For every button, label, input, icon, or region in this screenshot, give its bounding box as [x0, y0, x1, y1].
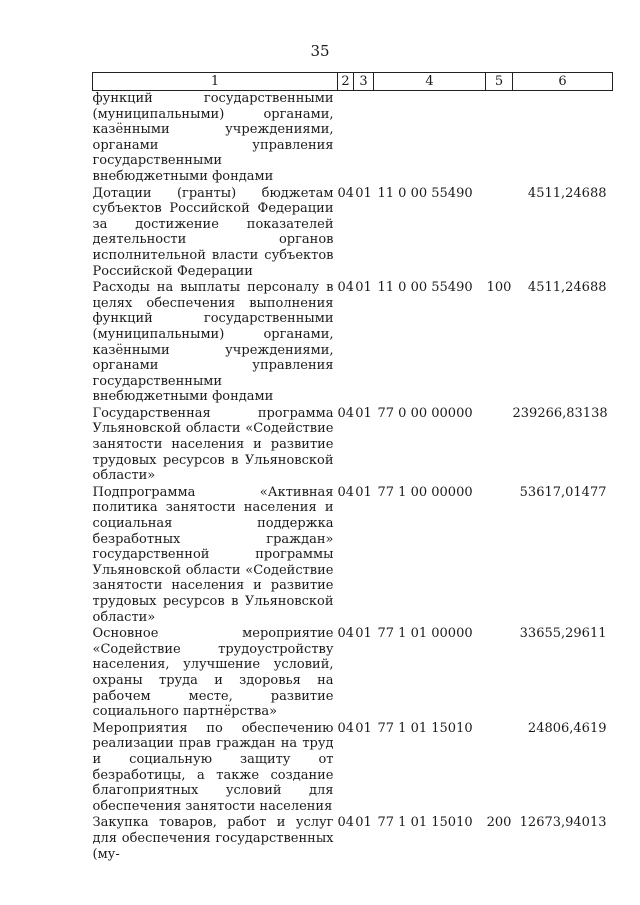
row-amount: 12673,94013: [519, 815, 607, 831]
row-section: 04: [337, 185, 355, 201]
row-section: 04: [337, 484, 355, 500]
header-col-2: 2: [338, 73, 354, 91]
row-amount: [513, 91, 613, 186]
row-section: [338, 91, 354, 186]
row-expense-type: [486, 406, 513, 485]
table-row: [93, 815, 613, 863]
table-header-row: [93, 73, 613, 91]
row-expense-type: 200: [486, 815, 512, 831]
row-subsection: 01: [355, 280, 372, 296]
header-col-6: 6: [513, 73, 613, 91]
row-subsection: [354, 91, 374, 186]
row-target-article: 77 1 01 15010: [377, 720, 473, 736]
table-row: [93, 721, 613, 816]
row-name: функций государственными (муниципальными) органами, казёнными учреждениями, органами управления государственными внебюджетными фондами: [92, 91, 334, 184]
row-expense-type: [486, 485, 513, 626]
row-name: Расходы на выплаты персоналу в целях обеспечения выполнения функций государственными (муниципальными) органами, казёнными учреждениями, органами управления государственными внебюджетными фондами: [92, 280, 334, 405]
row-subsection: 01: [355, 815, 372, 831]
table-row: [93, 186, 613, 281]
row-name: Мероприятия по обеспечению реализации прав граждан на труд и социальную защиту от безработицы, а также создание благоприятных условий для обеспечения занятости населения: [92, 720, 334, 814]
row-target-article: 11 0 00 55490: [377, 280, 473, 296]
row-amount: 4511,24688: [527, 185, 607, 201]
table-row: [93, 91, 613, 186]
row-name: Дотации (гранты) бюджетам субъектов Российской Федерации за достижение показателей деятельности органов исполнительной власти субъектов Российской Федерации: [92, 185, 334, 279]
row-name: Основное мероприятие «Содействие трудоустройству населения, улучшение условий, охраны труда и здоровья на рабочем месте, развитие социального партнёрства»: [92, 626, 334, 720]
header-col-1: 1: [93, 73, 338, 91]
row-target-article: 77 1 01 00000: [377, 626, 473, 642]
row-expense-type: [486, 186, 513, 281]
row-target-article: 77 1 01 15010: [377, 815, 473, 831]
row-amount: 24806,4619: [527, 720, 607, 736]
table-row: [93, 485, 613, 626]
table-row: [93, 280, 613, 406]
row-amount: 33655,29611: [519, 626, 607, 642]
row-target-article: 77 1 00 00000: [377, 484, 473, 500]
row-section: 04: [337, 626, 355, 642]
header-col-5: 5: [486, 73, 513, 91]
row-section: 04: [337, 815, 355, 831]
header-col-4: 4: [374, 73, 486, 91]
table-row: [93, 626, 613, 721]
row-subsection: 01: [355, 185, 372, 201]
row-subsection: 01: [355, 405, 372, 421]
row-name: Подпрограмма «Активная политика занятости населения и социальная поддержка безработных граждан» государственной программы Ульяновской области «Содействие занятости населения и развитие трудовых ресурсов в Ульяновской области»: [92, 484, 334, 625]
page-number: 35: [310, 42, 330, 60]
row-expense-type: [486, 626, 513, 721]
budget-table: [92, 72, 613, 863]
row-amount: 4511,24688: [527, 280, 607, 296]
row-subsection: 01: [355, 626, 372, 642]
header-col-3: 3: [354, 73, 374, 91]
row-expense-type: [486, 91, 513, 186]
row-section: 04: [337, 720, 355, 736]
row-name: Государственная программа Ульяновской области «Содействие занятости населения и развитие трудовых ресурсов в Ульяновской области»: [92, 405, 334, 484]
row-section: 04: [337, 280, 355, 296]
row-target-article: [374, 91, 486, 186]
row-section: 04: [337, 405, 355, 421]
row-subsection: 01: [355, 484, 372, 500]
row-amount: 53617,01477: [519, 484, 607, 500]
row-amount: 239266,83138: [512, 405, 608, 421]
row-target-article: 77 0 00 00000: [377, 405, 473, 421]
row-expense-type: 100: [486, 280, 512, 296]
table-row: [93, 406, 613, 485]
row-expense-type: [486, 721, 513, 816]
row-subsection: 01: [355, 720, 372, 736]
row-target-article: 11 0 00 55490: [377, 185, 473, 201]
row-name: Закупка товаров, работ и услуг для обеспечения государственных (му-: [92, 815, 334, 862]
